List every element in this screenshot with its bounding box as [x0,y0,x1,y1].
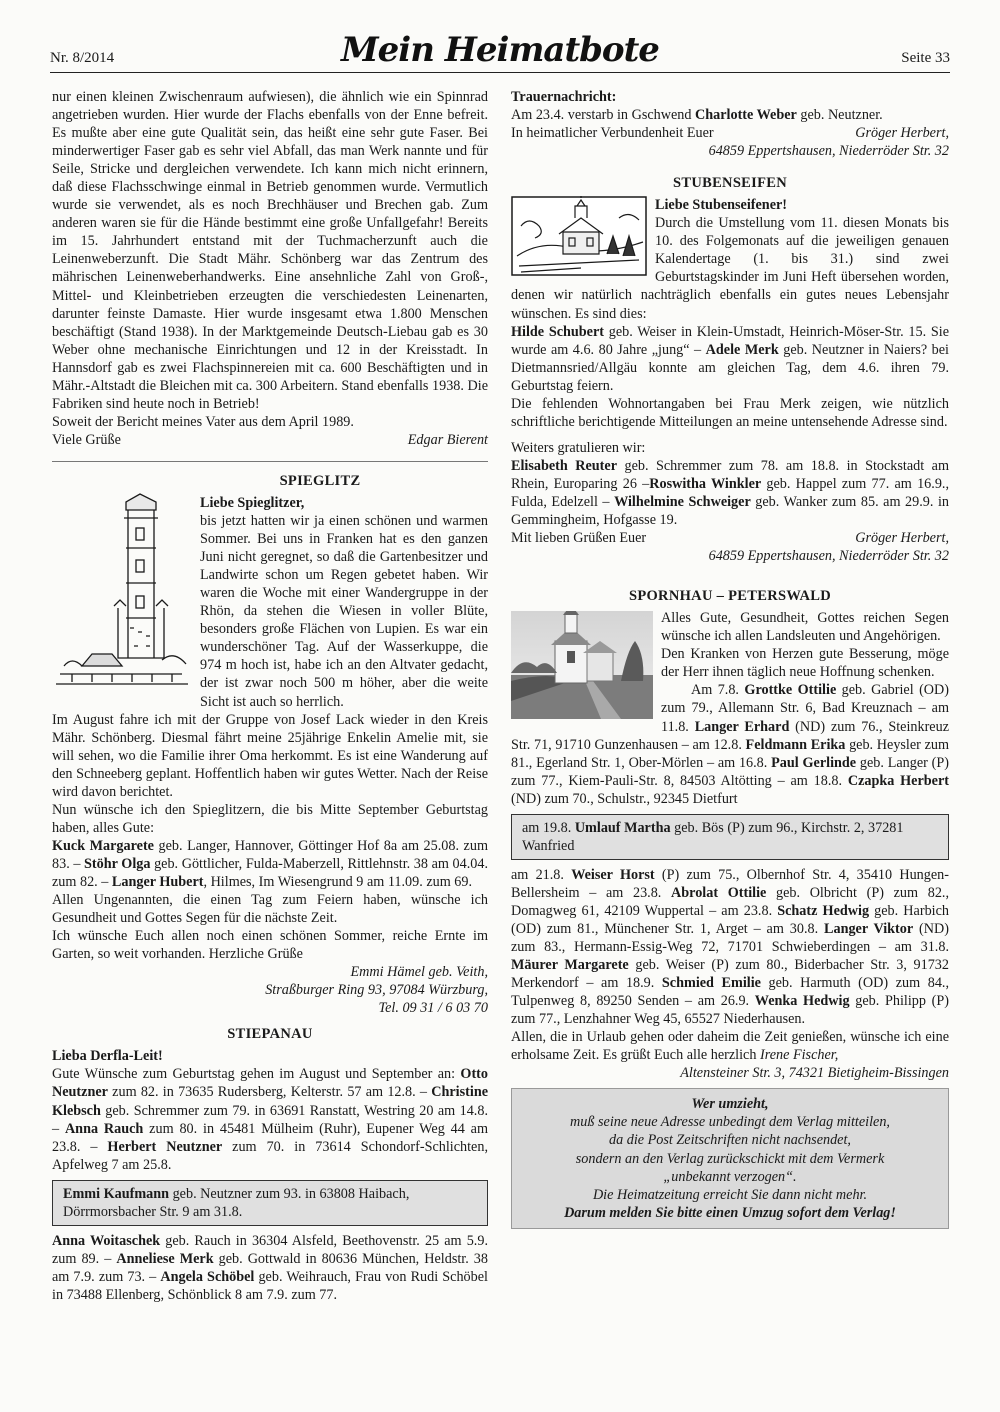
birthday-name: Anneliese Merk [116,1250,214,1267]
birthday-name: Langer Viktor [824,920,914,937]
address-change-notice [511,1088,949,1228]
stubenseifen-signature-name: Gröger Herbert, [855,530,949,547]
birthday-details: geb. Rauch in 36304 Alsfeld, Beethovenstr. 25 am 5.9. zum 89. – [52,1232,488,1267]
birthday-details: geb. Heysler zum 81., Egerland Str. 1, Ober-Mörlen – am 16.8. [511,736,949,771]
birthday-name: Roswitha Winkler [649,475,762,492]
spornhau-birthdays-2 [511,866,949,1028]
birthday-details: (ND) zum 70., Schulstr., 92345 Dietfurt [511,790,738,807]
birthday-details: , Hilmes, Im Wiesengrund 9 am 11.09. zum 69. [203,873,473,890]
stubenseifen-salutation: Liebe Stubenseifener! [655,197,788,214]
birthday-details: geb. Gabriel (OD) zum 79., Allemann Str. 6, Bad Kreuznach – am 11.8. [661,682,950,735]
stiepanau-heading: STIEPANAU [227,1026,313,1043]
birthday-name: Anna Woitaschek [52,1232,161,1249]
birthday-details: geb. Philipp (P) zum 77., Lenzhahner Weg 45, 65527 Niederhausen. [511,993,949,1028]
birthday-date: am 21.8. [511,866,572,883]
birthday-details: geb. Harbich (OD) zum 81., Münchener Str. 1, Arget – am 30.8. [511,902,949,937]
birthday-details: zum 82. in 73635 Rudersberg, Kelterstr. 57 am 12.8. – [107,1084,432,1101]
birthday-details: geb. Schremmer zum 78. am 18.8. in Stockstadt am Rhein, Europaring 26 – [511,457,949,492]
birthday-name: Wilhelmine Schweiger [614,493,751,510]
section-stiepanau [52,1025,488,1304]
notice-title: Wer umzieht, [691,1096,769,1113]
birthday-name: Wenka Hedwig [754,993,850,1010]
stubenseifen-text2: Die fehlenden Wohnortangaben bei Frau Merk zeigen, wie nützlich schriftliche berichtigende Mitteilungen an meine untensehende Adresse sind. [511,395,949,430]
stubenseifen-text1: Durch die Umstellung vom 11. diesen Monats bis 10. des Folgemonats auf die jeweiligen genauen Kalendertage (1. bis 31.) sind zwei Geburtstagskinder im Juni Heft übersehen worden, denen wir natürlich nachträglich ebenfalls ein gutes neues Lebensjahr wünschen. Es sind dies: [511,215,949,322]
birthday-name: Grottke Ottilie [744,682,837,699]
notice-final: Darum melden Sie bitte einen Umzug sofort dem Verlag! [564,1204,896,1221]
spieglitz-signature-phone: Tel. 09 31 / 6 03 70 [378,1000,488,1017]
highlight-box-kaufmann [52,1180,488,1226]
header-rule [50,72,950,73]
birthday-name: Mäurer Margarete [511,957,629,974]
spieglitz-signature-address: Straßburger Ring 93, 97084 Würzburg, [265,982,488,999]
spieglitz-text2: Im August fahre ich mit der Gruppe von Josef Lack wieder in den Kreis Mähr. Schönberg. Diesmal fährt meine 25jährige Enkelin Amelie mit, sie will sehen, wo die Familie ihrer Oma herkommt. Es ist eine Wanderung auf den Schneeberg geplant. Hoffentlich haben wir gutes Wetter. Nach der Reise wird davon berichtet. [52,711,488,800]
birthday-name: Langer Erhard [694,718,790,735]
spieglitz-text4: Allen Ungenannten, die einen Tag zum Feiern haben, wünsche ich Gesundheit und Gottes Segen für die nächste Zeit. [52,892,488,927]
notice-line: Die Heimatzeitung erreicht Sie dann nicht mehr. [592,1186,868,1203]
stiepanau-birthdays [52,1065,488,1173]
stiepanau-salutation: Lieba Derfla-Leit! [52,1048,163,1065]
spieglitz-text5: Ich wünsche Euch allen noch einen schönen Sommer, reiche Ernte im Garten, so weit vorhanden. Herzliche Grüße [52,928,488,963]
birthday-details: (ND) zum 83., Hermann-Essig-Weg 72, 71701 Schwieberdingen – am 31.8. [511,920,950,956]
church-photo [511,611,653,719]
notice-line: da die Post Zeitschriften nicht nachsendet, [609,1132,851,1149]
stubenseifen-closing: Mit lieben Grüßen Euer [511,530,647,547]
spornhau-signature-name: Irene Fischer, [759,1047,839,1064]
stubenseifen-signature-address: 64859 Eppertshausen, Niederröder Str. 32 [708,548,949,565]
left-column [52,88,488,1304]
birthday-details: (ND) zum 76., Steinkreuz Str. 71, 91710 Gunzenhausen – am 12.8. [511,718,949,753]
birthday-name: Adele Merk [705,341,779,358]
section-spieglitz [52,472,488,1017]
birthday-name: Schatz Hedwig [777,902,870,919]
birthday-details: geb. Weiser in Klein-Umstadt, Heinrich-Möser-Str. 15. Sie wurde am 4.6. 80 Jahre „jung“ – [511,323,949,358]
spieglitz-text3: Nun wünsche ich den Spieglitzern, die bis Mitte September Geburtstag haben, alles Gute: [52,801,488,836]
birthday-details: geb. Harmuth (OD) zum 84., Tulpenweg 8, 89250 Senden – am 26.9. [511,975,950,1010]
spieglitz-heading: SPIEGLITZ [279,472,361,489]
birthday-name: Schmied Emilie [661,975,761,992]
deceased-name: Charlotte Weber [695,107,797,124]
spieglitz-signature-name: Emmi Hämel geb. Veith, [350,964,488,981]
section-trauer [511,88,949,160]
spornhau-text2: Den Kranken von Herzen gute Besserung, möge der Herr ihnen täglich neue Hoffnung schenken. [661,646,949,681]
birthday-name: Emmi Kaufmann [63,1185,170,1202]
spornhau-text1: Alles Gute, Gesundheit, Gottes reichen Segen wünsche ich allen Landsleuten und Angehörigen. [661,610,949,645]
birthday-date: Am 7.8. [691,682,745,699]
birthday-name: Umlauf Martha [574,819,671,836]
birthday-details: geb. Schremmer zum 79. in 63691 Ranstatt, Westring 20 am 14.8. – [52,1102,488,1137]
birthday-details: geb. Langer, Hannover, Göttinger Hof 8a am 25.08. zum 83. – [52,837,488,872]
spieglitz-text1: bis jetzt hatten wir ja einen schönen und warmen Sommer. Bei uns in Franken hat es den ganzen Juni nicht geregnet, so daß die Gartenbesitzer und Landwirte schon um Regen gebetet haben. Wir waren die Woche mit einer Wandergruppe in der Rhön, da stehen die Wiesen in voller Blüte, besonders große Flächen von Lupien. Es war ein wunderschöner Tag. Auf der Wasserkuppe, die 974 m hoch ist, habe ich an den Altvater gedacht, der ist zwar noch 500 m höher, aber die weite Sicht ist auch so herrlich. [200,513,488,710]
chapel-illustration [511,196,647,276]
birthday-details: geb. Olbricht (P) zum 82., Domagweg 61, 42109 Wuppertal – am 23.8. [511,884,950,919]
page-number: Seite 33 [901,50,950,66]
spieglitz-salutation: Liebe Spieglitzer, [200,494,305,511]
intro-greeting: Viele Grüße [52,431,121,448]
notice-line: „unbekannt verzogen“. [663,1168,797,1185]
trauer-signature-name: Gröger Herbert, [855,125,949,142]
birthday-name: Otto Neutzner [52,1066,488,1101]
birthday-details: geb. Langer (P) zum 77., Kiem-Pauli-Str. 8, 84503 Altötting – am 18.8. [511,754,950,789]
birthday-name: Czapka Herbert [847,772,949,789]
spieglitz-birthdays [52,837,488,891]
birthday-name: Feldmann Erika [745,736,846,753]
birthday-name: Langer Hubert [111,873,204,890]
trauer-closing: In heimatlicher Verbundenheit Euer [511,125,714,142]
trauer-signature-address: 64859 Eppertshausen, Niederröder Str. 32 [708,143,949,160]
stubenseifen-text3: Weiters gratulieren wir: [511,439,646,456]
birthday-details: geb. Weiser (P) zum 80., Biderbacher Str. 3, 91732 Merkendorf – am 18.9. [511,957,949,992]
trauer-text-end: geb. Neutzner. [796,107,883,124]
notice-line: muß seine neue Adresse unbedingt dem Verlag mitteilen, [570,1114,890,1131]
birthday-name: Anna Rauch [64,1120,144,1137]
notice-line: sondern an den Verlag zurückschickt mit dem Vermerk [575,1150,885,1167]
birthday-details: zum 80. in 45481 Mülheim (Ruhr), Eupener Weg 44 am 23.8. – [52,1120,488,1155]
section-spornhau [511,587,949,1082]
birthday-name: Hilde Schubert [511,323,605,340]
birthday-name: Abrolat Ottilie [671,884,767,901]
birthday-details: geb. Neutzner zum 93. in 63808 Haibach, Dörrmorsbacher Str. 9 am 31.8. [63,1185,410,1220]
birthday-name: Angela Schöbel [160,1268,255,1285]
birthday-details: geb. Happel zum 77. am 16.9., Fulda, Edelzell – [511,475,950,510]
birthday-details: geb. Göttlicher, Fulda-Maberzell, Rittlehnstr. 38 am 04.04. zum 82. – [52,855,488,890]
intro-signer: Edgar Bierent [407,431,488,448]
stiepanau-intro: Gute Wünsche zum Geburtstag gehen im August und September an: [52,1066,461,1083]
trauer-text [511,106,949,124]
birthday-details: (P) zum 75., Olbernhof Str. 4, 35410 Hungen-Bellersheim – am 23.8. [511,866,949,901]
birthday-details: geb. Bös (P) zum 96., Kirchstr. 2, 37281 Wanfried [522,819,904,854]
birthday-date: am 19.8. [522,819,575,836]
spornhau-heading: SPORNHAU – PETERSWALD [628,588,832,605]
trauer-text-start: Am 23.4. verstarb in Gschwend [511,107,696,124]
newspaper-logo: Mein Heimatbote [341,30,659,70]
birthday-details: zum 70. in 73614 Schondorf-Schlichten, Apfelweg 7 am 25.8. [52,1138,489,1173]
birthday-name: Paul Gerlinde [771,754,857,771]
birthday-details: geb. Wanker zum 85. am 29.9. in Gemmingheim, Hofgasse 19. [511,493,949,529]
highlight-box-umlauf [511,814,949,860]
stiepanau-birthdays-2 [52,1232,488,1304]
page-header [50,28,950,76]
section-divider [52,461,488,462]
intro-end: Soweit der Bericht meines Vater aus dem April 1989. [52,413,354,430]
stubenseifen-birthdays-2 [511,457,949,529]
birthday-name: Christine Klebsch [52,1084,488,1119]
spornhau-closing-text: Allen, die in Urlaub gehen oder daheim die Zeit genießen, wünsche ich eine erholsame Zeit. Es grüßt Euch alle herzlich [511,1029,949,1064]
stubenseifen-birthdays [511,323,949,395]
intro-text: nur einen kleinen Zwischenraum aufwiesen), die ähnlich wie ein Spinnrad angetrieben wurden. Hier wurde der Flachs ebenfalls von der Enne befreit. Es mußte aber eine gute Qualität sein, das heißt eine sehr gute Faser. Bei minderwertiger Faser gab es sehr viel Abfall, das man Werk nannte und für Seile, Stricke und dergleichen verwendete. Ich kann mich nicht erinnern, daß diese Flachsschwinge einmal in Betrieb genommen wurde. Vermutlich wurde sie verwendet, als es noch Brechhäuser und Brechen gab. Zum anderen waren sie für die Hände bestimmt eine große Unfallgefahr! Bereits im 15. Jahrhundert entstand mit der Tuchmacherzunft auch die Leinenweberzunft. Die Stadt Mähr. Schönberg war das Zentrum des mährischen Leinenweberhandwerks. Eine ansehnliche Zahl von Groß-, Mittel- und Kleinbetrieben erzeugten die verschiedesten Leinenarten, darunter feinste Damaste. Hier wurde insgesamt etwa 1.800 Menschen beschäftigt (Stand 1938). In der Marktgemeinde Deutsch-Liebau gab es 30 Weber ohne mechanische Einrichtungen und 12 in der Kreisstadt. In Hannsdorf gab es zwei Flachspinnereien mit ca. 600 Beschäftigten und in Mähr.-Altstadt die Bleichen mit ca. 300 Arbeitern. Stand ebenfalls 1938. Die Fabriken sind heute noch in Betrieb! [52,89,488,412]
tower-illustration [52,488,192,706]
spornhau-signature-address: Altensteiner Str. 3, 74321 Bietigheim-Bissingen [680,1065,949,1082]
birthday-name: Weiser Horst [571,866,655,883]
section-stubenseifen [511,174,949,565]
spornhau-closing [511,1028,949,1064]
birthday-name: Kuck Margarete [52,837,154,854]
birthday-name: Elisabeth Reuter [511,457,617,474]
birthday-name: Herbert Neutzner [107,1138,223,1155]
birthday-name: Stöhr Olga [84,855,151,872]
stubenseifen-sign-row [511,529,949,547]
birthday-details: geb. Gottwald in 80636 München, Heldstr. 38 am 7.9. zum 73. – [52,1250,488,1285]
trauer-sign-row [511,124,949,142]
trauer-heading: Trauernachricht: [511,89,617,105]
stubenseifen-heading: STUBENSEIFEN [673,175,787,192]
intro-sign-row [52,431,488,449]
birthday-details: geb. Weihrauch, Frau von Rudi Schöbel in 73488 Ellenberg, Schönblick 8 am 7.9. zum 77. [52,1268,488,1303]
issue-number: Nr. 8/2014 [50,50,115,66]
birthday-details: geb. Neutzner in Naiers? bei Dietmannsried/Allgäu konnte am gleichen Tag, dem 4.6. ihren 79. Geburtstag feiern. [511,341,949,394]
right-column [511,88,949,1229]
